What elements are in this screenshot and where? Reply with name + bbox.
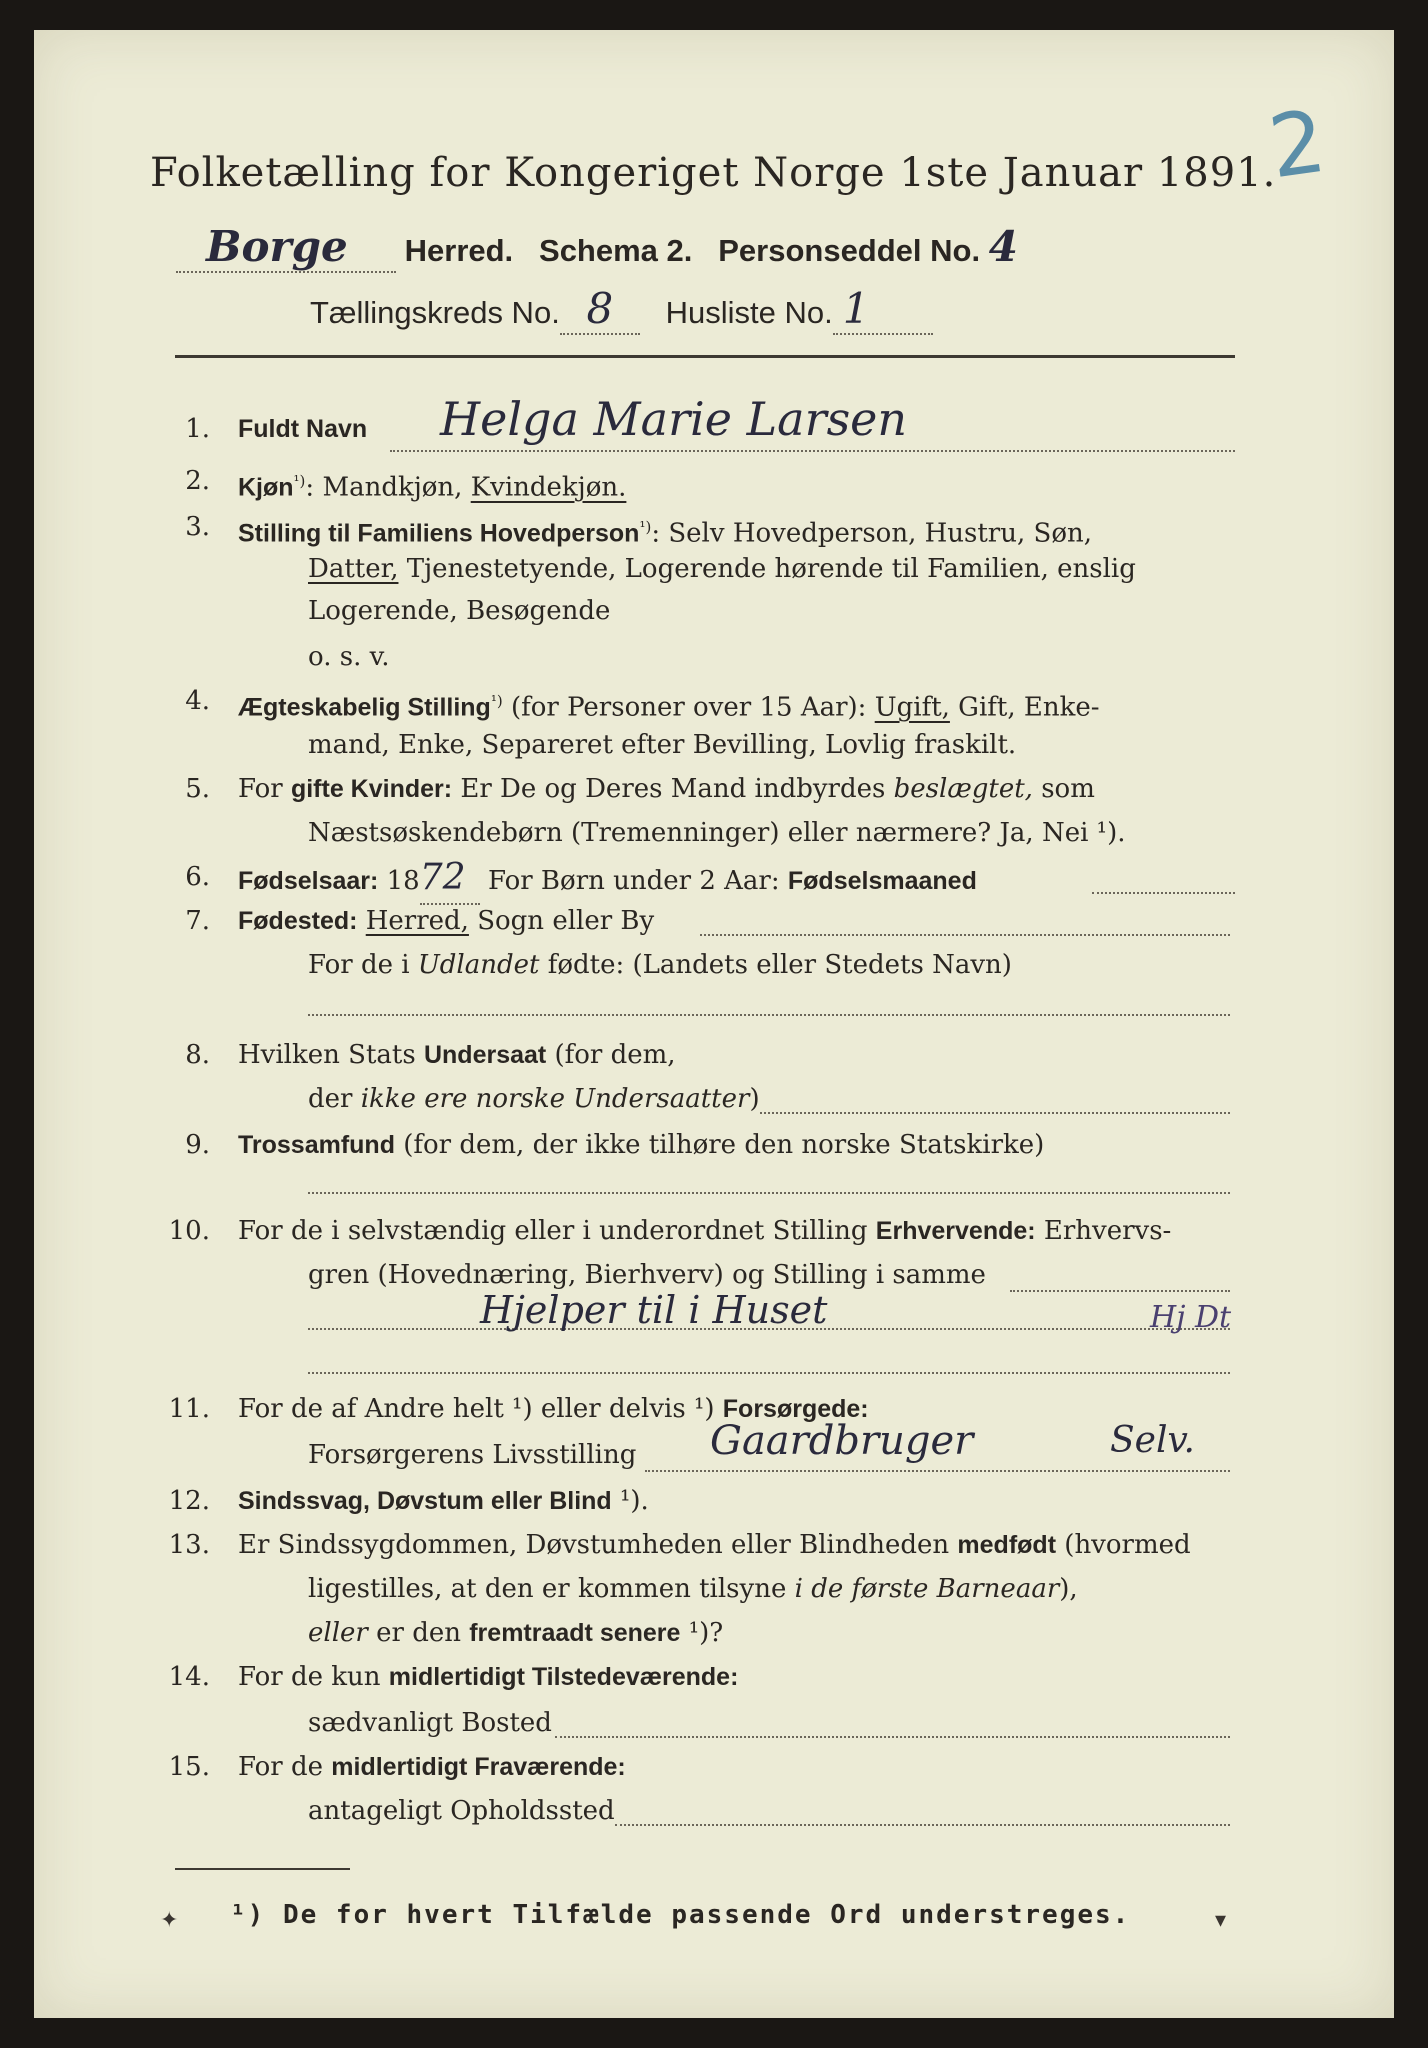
item-number: 6.: [185, 862, 210, 892]
birthplace-options: Sogn eller By: [468, 906, 655, 936]
item-number: 12.: [168, 1486, 210, 1516]
citizenship-text-end: (for dem,: [546, 1040, 676, 1070]
position-options-line3: Logerende, Besøgende: [308, 596, 611, 626]
abroad-term: Udlandet: [417, 950, 540, 980]
abroad-text-end: fødte: (Landets eller Stedets Navn): [539, 950, 1012, 980]
item-number: 13.: [168, 1530, 210, 1560]
item-number: 10.: [168, 1216, 210, 1246]
marital-text: (for Personer over 15 Aar):: [502, 692, 875, 723]
citizenship-line2-term: ikke ere norske Undersaatter: [360, 1084, 750, 1114]
occupation-code: Hj Dt: [1150, 1300, 1232, 1335]
item-number: 1.: [185, 414, 210, 444]
congenital-line3-term: eller: [308, 1618, 368, 1648]
item-label: medfødt: [957, 1531, 1057, 1559]
gender-selected: Kvindekjøn.: [470, 472, 627, 503]
item-label: midlertidigt Tilstedeværende:: [388, 1663, 739, 1691]
item-label: Erhvervende:: [875, 1217, 1036, 1245]
footnote-divider: [175, 1868, 350, 1870]
taellingskreds-label: Tællingskreds No.: [310, 295, 560, 330]
birth-month-line: [1092, 892, 1235, 894]
temporary-absent-text: For de: [238, 1752, 332, 1782]
birth-month-label: Fødselsmaaned: [787, 867, 977, 895]
header-divider: [175, 355, 1235, 358]
kinship-options: Næstsøskendebørn (Tremenninger) eller nærmere? Ja, Nei ¹).: [308, 818, 1126, 848]
birth-year-prefix: 18: [378, 866, 420, 896]
usual-residence-line: [555, 1736, 1230, 1738]
religion-line: [308, 1192, 1230, 1194]
congenital-later-label: fremtraadt senere: [469, 1619, 681, 1647]
occupation-text-end: Erhvervs-: [1035, 1216, 1172, 1246]
position-options-line1: : Selv Hovedperson, Hustru, Søn,: [651, 518, 1092, 549]
congenital-line2-term: i de første Barneaar: [794, 1574, 1060, 1604]
marital-options-line2: mand, Enke, Separeret efter Bevilling, Lovlig fraskilt.: [308, 730, 1017, 760]
dependents-text: For de af Andre helt ¹) eller delvis ¹): [238, 1394, 723, 1424]
item-label: Stilling til Familiens Hovedperson: [238, 519, 640, 548]
herred-name: Borge: [206, 222, 348, 271]
name-line: [390, 450, 1235, 452]
taellingskreds-field: [560, 284, 640, 335]
corner-page-mark: 2: [1263, 91, 1332, 199]
position-options-line2: Tjenestetyende, Logerende hørende til Familien, enslig: [398, 554, 1136, 584]
birth-year-field: [420, 856, 480, 905]
occupation-answer: Hjelper til i Huset: [480, 1288, 828, 1332]
item-label: Forsørgede:: [722, 1395, 869, 1423]
item-number: 2.: [185, 466, 210, 496]
item-number: 14.: [168, 1662, 210, 1692]
item-number: 8.: [185, 1040, 210, 1070]
form-title: Folketælling for Kongeriget Norge 1ste Januar 1891.: [150, 150, 1277, 196]
item-label: gifte Kvinder:: [290, 775, 453, 803]
corner-tick-left: ✦: [160, 1908, 179, 1933]
congenital-line3: er den: [367, 1618, 470, 1648]
religion-text: (for dem, der ikke tilhøre den norske Statskirke): [394, 1130, 1045, 1160]
footnote: ¹) De for hvert Tilfælde passende Ord understreges.: [230, 1900, 1131, 1930]
occupation-line2: gren (Hovednæring, Bierhverv) og Stilling i samme: [308, 1260, 986, 1290]
congenital-line3-end: ¹)?: [680, 1618, 724, 1648]
item-label: Kjøn: [238, 473, 294, 502]
kinship-question-end: som: [1032, 774, 1095, 804]
item-label: midlertidigt Fraværende:: [331, 1753, 626, 1781]
birth-year-answer: 72: [419, 857, 466, 898]
herred-schema-row: [176, 222, 1236, 273]
footnote-ref: ¹): [293, 472, 306, 490]
position-options-line4: o. s. v.: [308, 642, 390, 672]
item-label: Fødested:: [238, 907, 358, 935]
occupation-line: [1010, 1290, 1230, 1292]
usual-residence-label: sædvanligt Bosted: [308, 1708, 552, 1738]
provider-self-answer: Selv.: [1110, 1420, 1195, 1461]
item-number: 15.: [168, 1752, 210, 1782]
item-label: Fuldt Navn: [238, 415, 368, 443]
item-label-prefix: For: [238, 774, 291, 804]
footnote-ref: ¹): [639, 518, 652, 536]
marital-text-end: Gift, Enke-: [949, 692, 1100, 723]
item-number: 4.: [185, 686, 210, 716]
item-number: 3.: [185, 512, 210, 542]
item-label: Ægteskabelig Stilling: [238, 693, 491, 722]
personseddel-number: 4: [988, 222, 1018, 271]
position-selected: Datter,: [308, 554, 399, 584]
herred-label: Herred.: [404, 233, 514, 268]
corner-tick-right: ▾: [1215, 1908, 1227, 1933]
congenital-line2: ligestilles, at den er kommen tilsyne: [308, 1574, 795, 1604]
congenital-text-end: (hvormed: [1056, 1530, 1191, 1560]
occupation-text: For de i selvstændig eller i underordnet Stilling: [238, 1216, 876, 1246]
temporary-present-text: For de kun: [238, 1662, 389, 1692]
provider-line: [645, 1470, 1230, 1472]
gender-options: : Mandkjøn,: [305, 472, 471, 503]
kinship-term: beslægtet,: [893, 774, 1033, 804]
abroad-text: For de i: [308, 950, 418, 980]
husliste-number: 1: [842, 284, 870, 333]
husliste-field: [833, 284, 933, 335]
full-name-answer: Helga Marie Larsen: [440, 392, 908, 446]
birthplace-selected: Herred,: [365, 906, 469, 936]
item-label: Sindssvag, Døvstum eller Blind: [238, 1487, 612, 1515]
item-label: Trossamfund: [238, 1131, 395, 1159]
provider-occupation-answer: Gaardbruger: [710, 1418, 974, 1464]
taellingskreds-number: 8: [586, 284, 614, 333]
herred-field: [176, 222, 396, 273]
probable-residence-line: [615, 1824, 1230, 1826]
congenital-line2-end: ),: [1059, 1574, 1078, 1604]
schema-label: Schema 2.: [539, 233, 693, 268]
personseddel-label: Personseddel No.: [718, 233, 981, 268]
citizenship-line2-end: ): [749, 1084, 760, 1114]
citizenship-text: Hvilken Stats: [238, 1040, 424, 1070]
occupation-extra-line: [308, 1372, 1230, 1374]
provider-occupation-label: Forsørgerens Livsstilling: [308, 1440, 637, 1470]
husliste-label: Husliste No.: [665, 295, 833, 330]
item-label: Undersaat: [423, 1041, 547, 1069]
item-number: 11.: [168, 1394, 210, 1424]
item-label: Fødselsaar:: [238, 867, 379, 895]
citizenship-line: [760, 1112, 1230, 1114]
disability-text: ¹).: [611, 1486, 649, 1516]
footnote-ref: ¹): [490, 692, 503, 710]
birth-month-text: For Børn under 2 Aar:: [479, 866, 788, 896]
marital-selected: Ugift,: [874, 692, 950, 723]
probable-residence-label: antageligt Opholdssted: [308, 1796, 615, 1826]
item-number: 9.: [185, 1130, 210, 1160]
birthplace-line: [700, 934, 1230, 936]
item-number: 5.: [185, 774, 210, 804]
citizenship-line2-prefix: der: [308, 1084, 361, 1114]
taellingskreds-row: [310, 284, 1110, 335]
congenital-text: Er Sindssygdommen, Døvstumheden eller Blindheden: [238, 1530, 958, 1560]
abroad-line: [308, 1014, 1230, 1016]
kinship-question: Er De og Deres Mand indbyrdes: [452, 774, 894, 804]
item-number: 7.: [185, 906, 210, 936]
